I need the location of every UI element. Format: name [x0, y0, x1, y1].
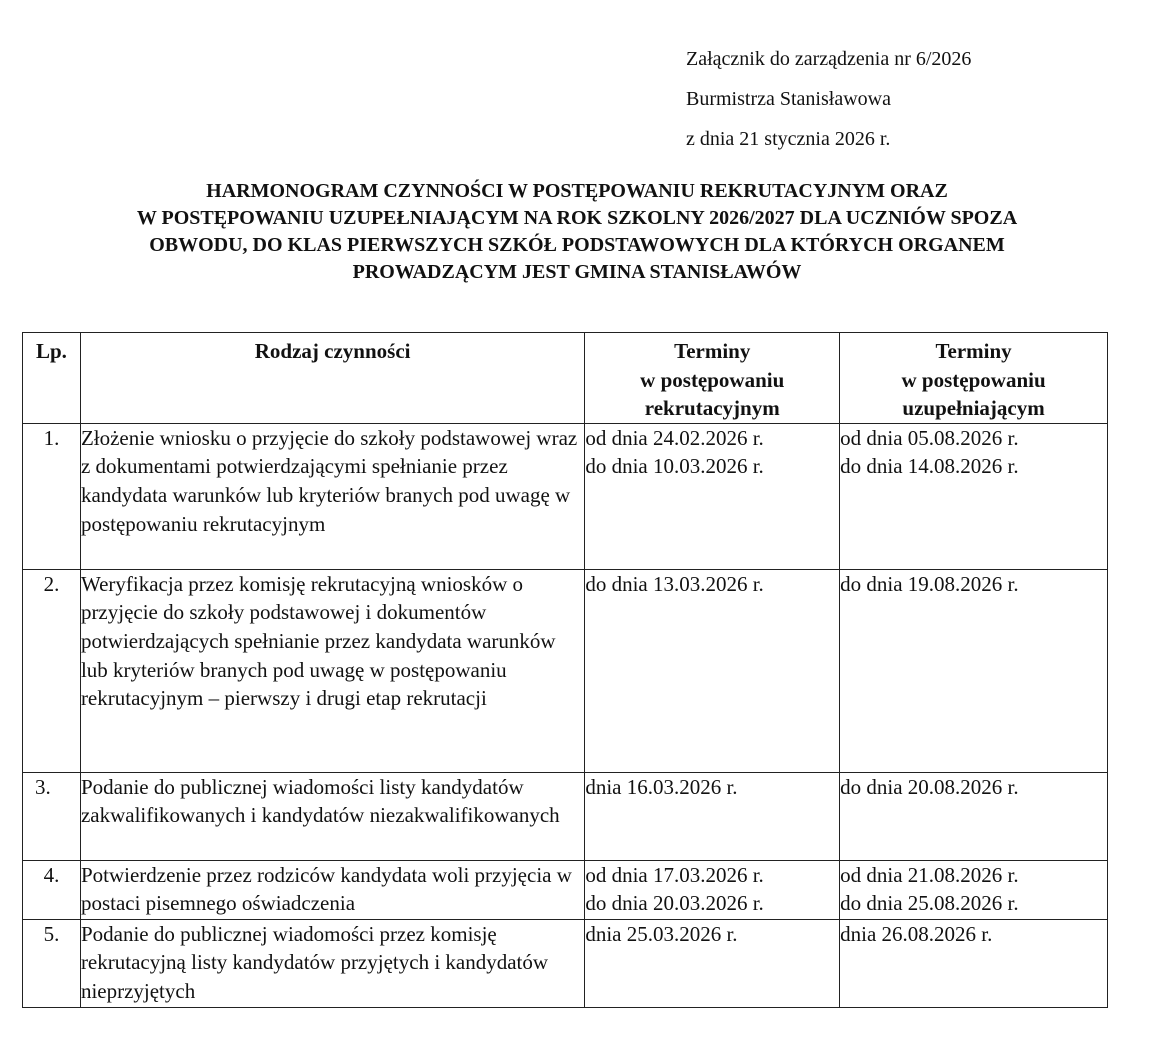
date-line: dnia 26.08.2026 r. — [840, 921, 993, 946]
date-line: do dnia 25.08.2026 r. — [840, 891, 1019, 916]
date-line: dnia 16.03.2026 r. — [585, 774, 738, 799]
date-line: do dnia 20.03.2026 r. — [585, 891, 764, 916]
header-activity: Rodzaj czynności — [80, 333, 584, 424]
row-recruitment-dates — [585, 569, 840, 772]
date-line: od dnia 17.03.2026 r. — [585, 862, 764, 887]
header-recruitment-line: w postępowaniu — [640, 367, 785, 392]
title-line: OBWODU, DO KLAS PIERWSZYCH SZKÓŁ PODSTAWOWYCH DLA KTÓRYCH ORGANEM — [149, 234, 1005, 256]
row-number: 3. — [23, 772, 81, 860]
date-line: od dnia 21.08.2026 r. — [840, 862, 1019, 887]
row-activity: Podanie do publicznej wiadomości listy kandydatów zakwalifikowanych i kandydatów niezakwalifikowanych — [80, 772, 584, 860]
table-row — [23, 423, 1108, 569]
row-activity: Weryfikacja przez komisję rekrutacyjną wniosków o przyjęcie do szkoły podstawowej i dokumentów potwierdzających spełnianie przez kandydata warunków lub kryteriów branych pod uwagę w postępowaniu rekrutacyjnym – pierwszy i drugi etap rekrutacji — [80, 569, 584, 772]
row-number: 5. — [23, 919, 81, 1007]
row-activity: Złożenie wniosku o przyjęcie do szkoły podstawowej wraz z dokumentami potwierdzającymi spełnianie przez kandydata warunków lub kryteriów branych pod uwagę w postępowaniu rekrutacyjnym — [80, 423, 584, 569]
row-supplementary-dates — [840, 772, 1108, 860]
document-title — [40, 178, 1114, 286]
title-line: PROWADZĄCYM JEST GMINA STANISŁAWÓW — [352, 261, 802, 283]
table-header-row — [23, 333, 1108, 424]
date-line: do dnia 13.03.2026 r. — [585, 571, 764, 596]
header-supplementary — [840, 333, 1108, 424]
row-supplementary-dates — [840, 860, 1108, 919]
row-activity: Potwierdzenie przez rodziców kandydata woli przyjęcia w postaci pisemnego oświadczenia — [80, 860, 584, 919]
table-row — [23, 569, 1108, 772]
header-supplementary-line: uzupełniającym — [902, 396, 1045, 421]
header-recruitment-line: Terminy — [674, 339, 751, 363]
date-line: dnia 25.03.2026 r. — [585, 921, 738, 946]
row-recruitment-dates — [585, 860, 840, 919]
table-row — [23, 919, 1108, 1007]
row-supplementary-dates — [840, 919, 1108, 1007]
row-supplementary-dates — [840, 423, 1108, 569]
date-line: do dnia 20.08.2026 r. — [840, 774, 1019, 799]
date-line: od dnia 24.02.2026 r. — [585, 425, 764, 450]
table-row — [23, 772, 1108, 860]
row-recruitment-dates — [585, 423, 840, 569]
row-recruitment-dates — [585, 772, 840, 860]
date-line: do dnia 19.08.2026 r. — [840, 571, 1019, 596]
attachment-date: z dnia 21 stycznia 2026 r. — [686, 128, 891, 150]
title-line: HARMONOGRAM CZYNNOŚCI W POSTĘPOWANIU REKRUTACYJNYM ORAZ — [206, 180, 948, 202]
row-activity: Podanie do publicznej wiadomości przez komisję rekrutacyjną listy kandydatów przyjętych i kandydatów nieprzyjętych — [80, 919, 584, 1007]
row-number: 2. — [23, 569, 81, 772]
row-number: 1. — [23, 423, 81, 569]
header-lp: Lp. — [23, 333, 81, 424]
title-line: W POSTĘPOWANIU UZUPEŁNIAJĄCYM NA ROK SZKOLNY 2026/2027 DLA UCZNIÓW SPOZA — [136, 207, 1018, 229]
row-number: 4. — [23, 860, 81, 919]
date-line: do dnia 14.08.2026 r. — [840, 454, 1019, 479]
header-recruitment — [585, 333, 840, 424]
attachment-issuer: Burmistrza Stanisławowa — [686, 88, 891, 110]
row-recruitment-dates — [585, 919, 840, 1007]
header-supplementary-line: w postępowaniu — [901, 367, 1046, 392]
header-supplementary-line: Terminy — [935, 339, 1012, 363]
date-line: od dnia 05.08.2026 r. — [840, 425, 1019, 450]
table-row — [23, 860, 1108, 919]
attachment-header — [686, 46, 971, 166]
schedule-table — [22, 332, 1108, 1008]
row-supplementary-dates — [840, 569, 1108, 772]
header-recruitment-line: rekrutacyjnym — [644, 396, 780, 421]
attachment-reference: Załącznik do zarządzenia nr 6/2026 — [686, 48, 972, 70]
date-line: do dnia 10.03.2026 r. — [585, 454, 764, 479]
